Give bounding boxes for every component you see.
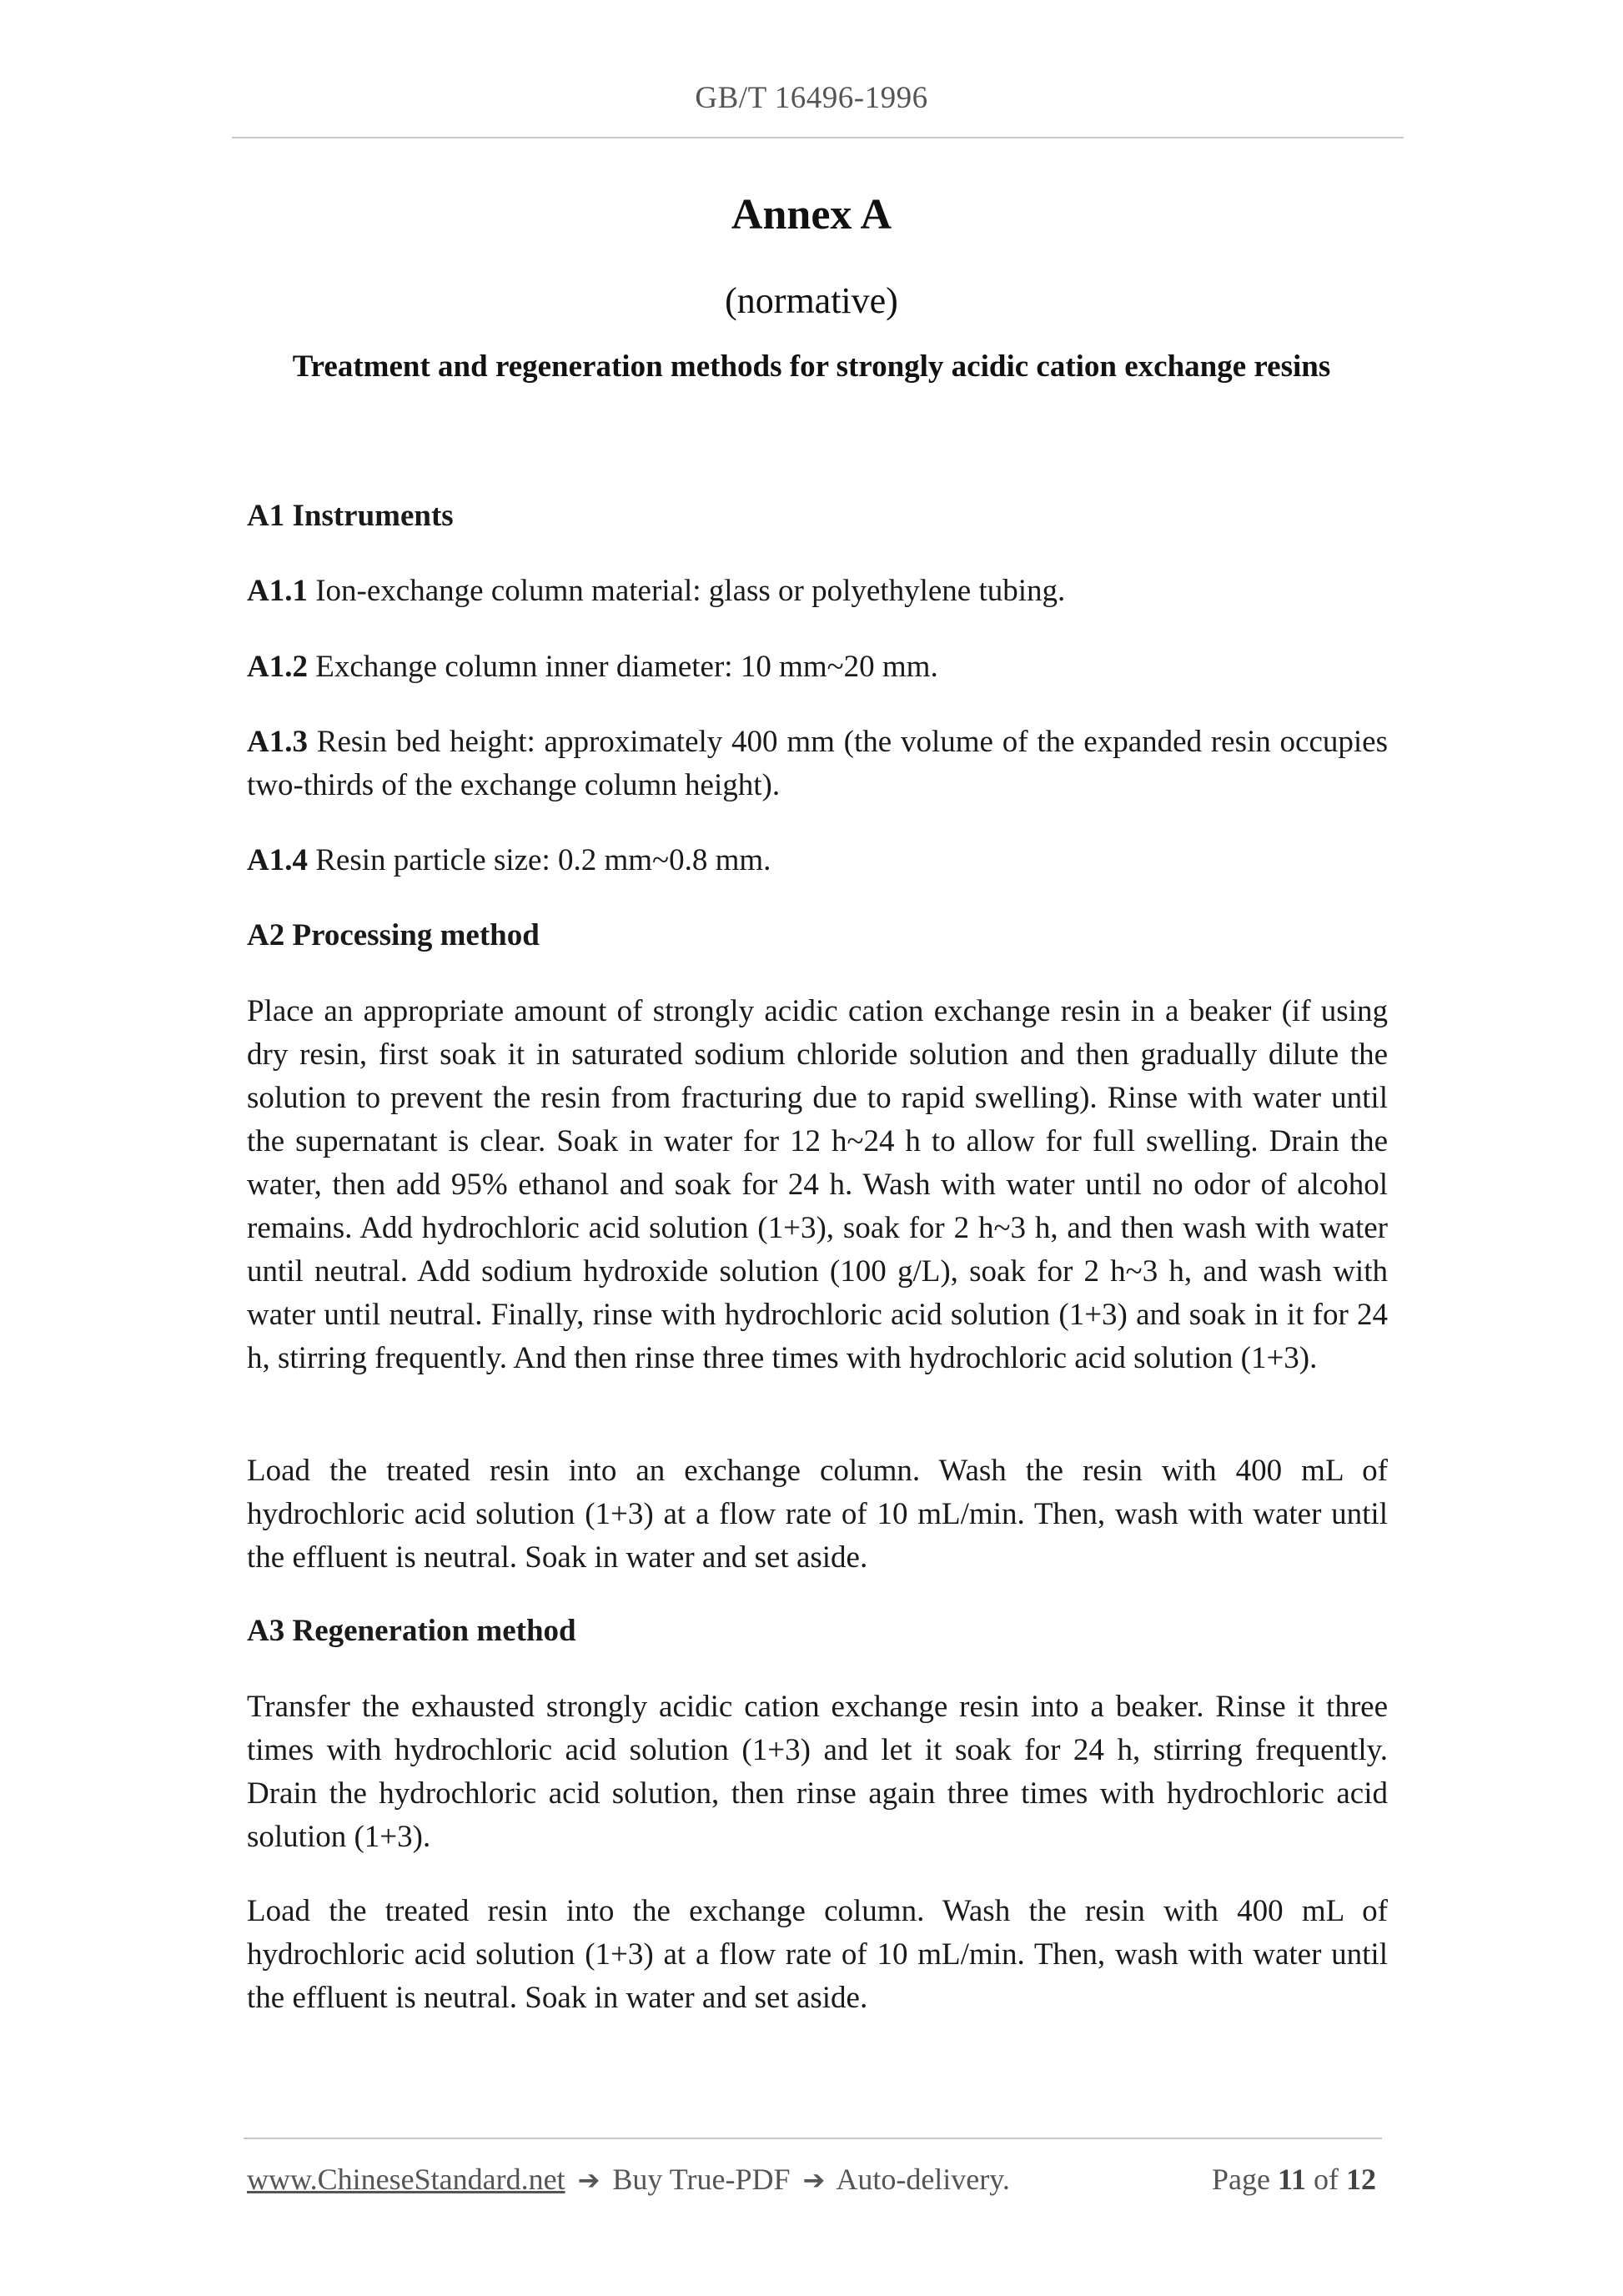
footer-promo — [247, 2162, 1010, 2197]
header-divider — [232, 137, 1404, 138]
buy-true-pdf-text: Buy True-PDF — [612, 2163, 791, 2196]
current-page-number: 11 — [1277, 2163, 1306, 2196]
footer-divider — [244, 2138, 1382, 2139]
clause-text: Resin bed height: approximately 400 mm (the volume of the expanded resin occupies two-thirds of the exchange column height). — [247, 725, 1388, 802]
paragraph-a2-processing: Place an appropriate amount of strongly acidic cation exchange resin in a beaker (if using dry resin, first soak it in saturated sodium chloride solution and then gradually dilute the solution to prevent the resin from fracturing due to rapid swelling). Rinse with water until the supernatant is clear. Soak in water for 12 h~24 h to allow for full swelling. Drain the water, then add 95% ethanol and soak for 24 h. Wash with water until no odor of alcohol remains. Add hydrochloric acid solution (1+3), soak for 2 h~3 h, and then wash with water until neutral. Add sodium hydroxide solution (100 g/L), soak for 2 h~3 h, and wash with water until neutral. Finally, rinse with hydrochloric acid solution (1+3) and soak in it for 24 h, stirring frequently. And then rinse three times with hydrochloric acid solution (1+3). — [247, 994, 1388, 1375]
section-heading-a2: A2 Processing method — [247, 918, 540, 952]
clause-text: Ion-exchange column material: glass or polyethylene tubing. — [315, 574, 1066, 608]
annex-title: Annex A — [731, 191, 892, 239]
clause-text: Resin particle size: 0.2 mm~0.8 mm. — [315, 843, 771, 877]
right-arrow-icon: ➔ — [802, 2164, 826, 2196]
of-label: of — [1314, 2163, 1339, 2196]
auto-delivery-text: Auto-delivery. — [836, 2163, 1010, 2196]
clause-number: A1.3 — [247, 725, 308, 759]
right-arrow-icon: ➔ — [577, 2164, 600, 2196]
annex-subtitle: Treatment and regeneration methods for strongly acidic cation exchange resins — [292, 349, 1331, 384]
clause-a1-2 — [247, 646, 1388, 689]
document-header-id: GB/T 16496-1996 — [695, 81, 928, 115]
paragraph-a3-regeneration: Transfer the exhausted strongly acidic cation exchange resin into a beaker. Rinse it three times with hydrochloric acid solution (1+3) and let it soak for 24 h, stirring frequently. Drain the hydrochloric acid solution, then rinse again three times with hydrochloric acid solution (1+3). — [247, 1690, 1388, 1854]
page-label: Page — [1212, 2163, 1270, 2196]
page-indicator — [1212, 2162, 1376, 2197]
clause-a1-3 — [247, 721, 1388, 807]
clause-number: A1.2 — [247, 650, 308, 684]
clause-number: A1.1 — [247, 574, 308, 608]
clause-text: Exchange column inner diameter: 10 mm~20 mm. — [315, 650, 938, 684]
website-link[interactable]: www.ChineseStandard.net — [247, 2163, 565, 2196]
section-heading-a1: A1 Instruments — [247, 499, 454, 533]
section-heading-a3: A3 Regeneration method — [247, 1614, 576, 1648]
clause-number: A1.4 — [247, 843, 308, 877]
annex-normative-label: (normative) — [725, 280, 898, 321]
paragraph-a2-loading: Load the treated resin into an exchange column. Wash the resin with 400 mL of hydrochloric acid solution (1+3) at a flow rate of 10 mL/min. Then, wash with water until the effluent is neutral. Soak in water and set aside. — [247, 1454, 1388, 1575]
clause-a1-1 — [247, 570, 1388, 613]
total-pages-number: 12 — [1346, 2163, 1376, 2196]
paragraph-a3-loading: Load the treated resin into the exchange column. Wash the resin with 400 mL of hydrochloric acid solution (1+3) at a flow rate of 10 mL/min. Then, wash with water until the effluent is neutral. Soak in water and set aside. — [247, 1894, 1388, 2015]
clause-a1-4 — [247, 839, 1388, 882]
